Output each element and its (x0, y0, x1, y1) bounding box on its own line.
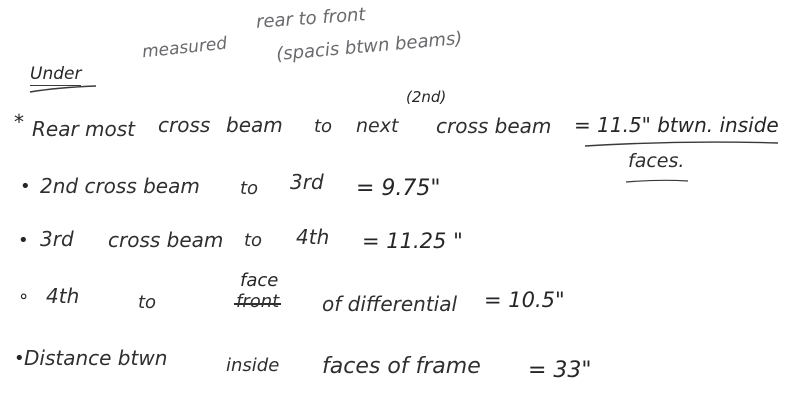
line4-bullet: ∘ (18, 286, 30, 307)
line3-bullet: • (18, 230, 29, 251)
line4-rest: of differential (322, 292, 458, 316)
line1-word-to: to (314, 116, 333, 137)
line4-value: = 10.5" (484, 288, 565, 312)
line5-bullet: • (14, 348, 25, 369)
header-measured: measured (141, 33, 229, 63)
line1-word-next: next (356, 115, 399, 137)
line4-to: to (138, 292, 157, 313)
line2-bullet: • (20, 176, 31, 197)
line1-bullet: * (14, 110, 24, 134)
line5-word-faces-of-frame: faces of frame (322, 354, 481, 379)
header-underline-stroke (30, 86, 96, 92)
header-spacing: (spacis btwn beams) (275, 27, 464, 66)
line3-word-cross-beam: cross beam (108, 228, 224, 252)
line2-label: 2nd cross beam (40, 174, 200, 198)
header-rear-to-front: rear to front (255, 4, 367, 33)
line2-value: = 9.75" (356, 176, 441, 201)
line3-target: 4th (296, 225, 330, 249)
line1-word-cross-beam: cross beam (436, 114, 552, 138)
line5-word-inside: inside (226, 355, 280, 376)
line4-label: 4th (46, 284, 80, 308)
line5-value: = 33" (528, 358, 592, 383)
line3-label: 3rd (40, 227, 74, 251)
line4-inserted-face: face (240, 270, 279, 291)
line2-target: 3rd (290, 170, 324, 194)
line1-value: = 11.5" btwn. inside (574, 113, 779, 137)
line3-value: = 11.25 " (362, 229, 463, 253)
line1-word-cross: cross (158, 113, 211, 137)
faces-underline-stroke (585, 142, 778, 146)
line1-superscript-2nd: (2nd) (406, 88, 447, 106)
faces-underline-stroke-2 (626, 180, 688, 182)
line1-continuation: faces. (628, 150, 685, 172)
line5-label: Distance btwn (24, 346, 168, 370)
line1-word-beam: beam (226, 113, 283, 137)
line1-label: Rear most (32, 117, 136, 141)
line3-to: to (244, 230, 263, 251)
line4-struck-front: front (236, 291, 280, 312)
header-under: Under (30, 64, 82, 84)
line2-to: to (240, 178, 259, 199)
